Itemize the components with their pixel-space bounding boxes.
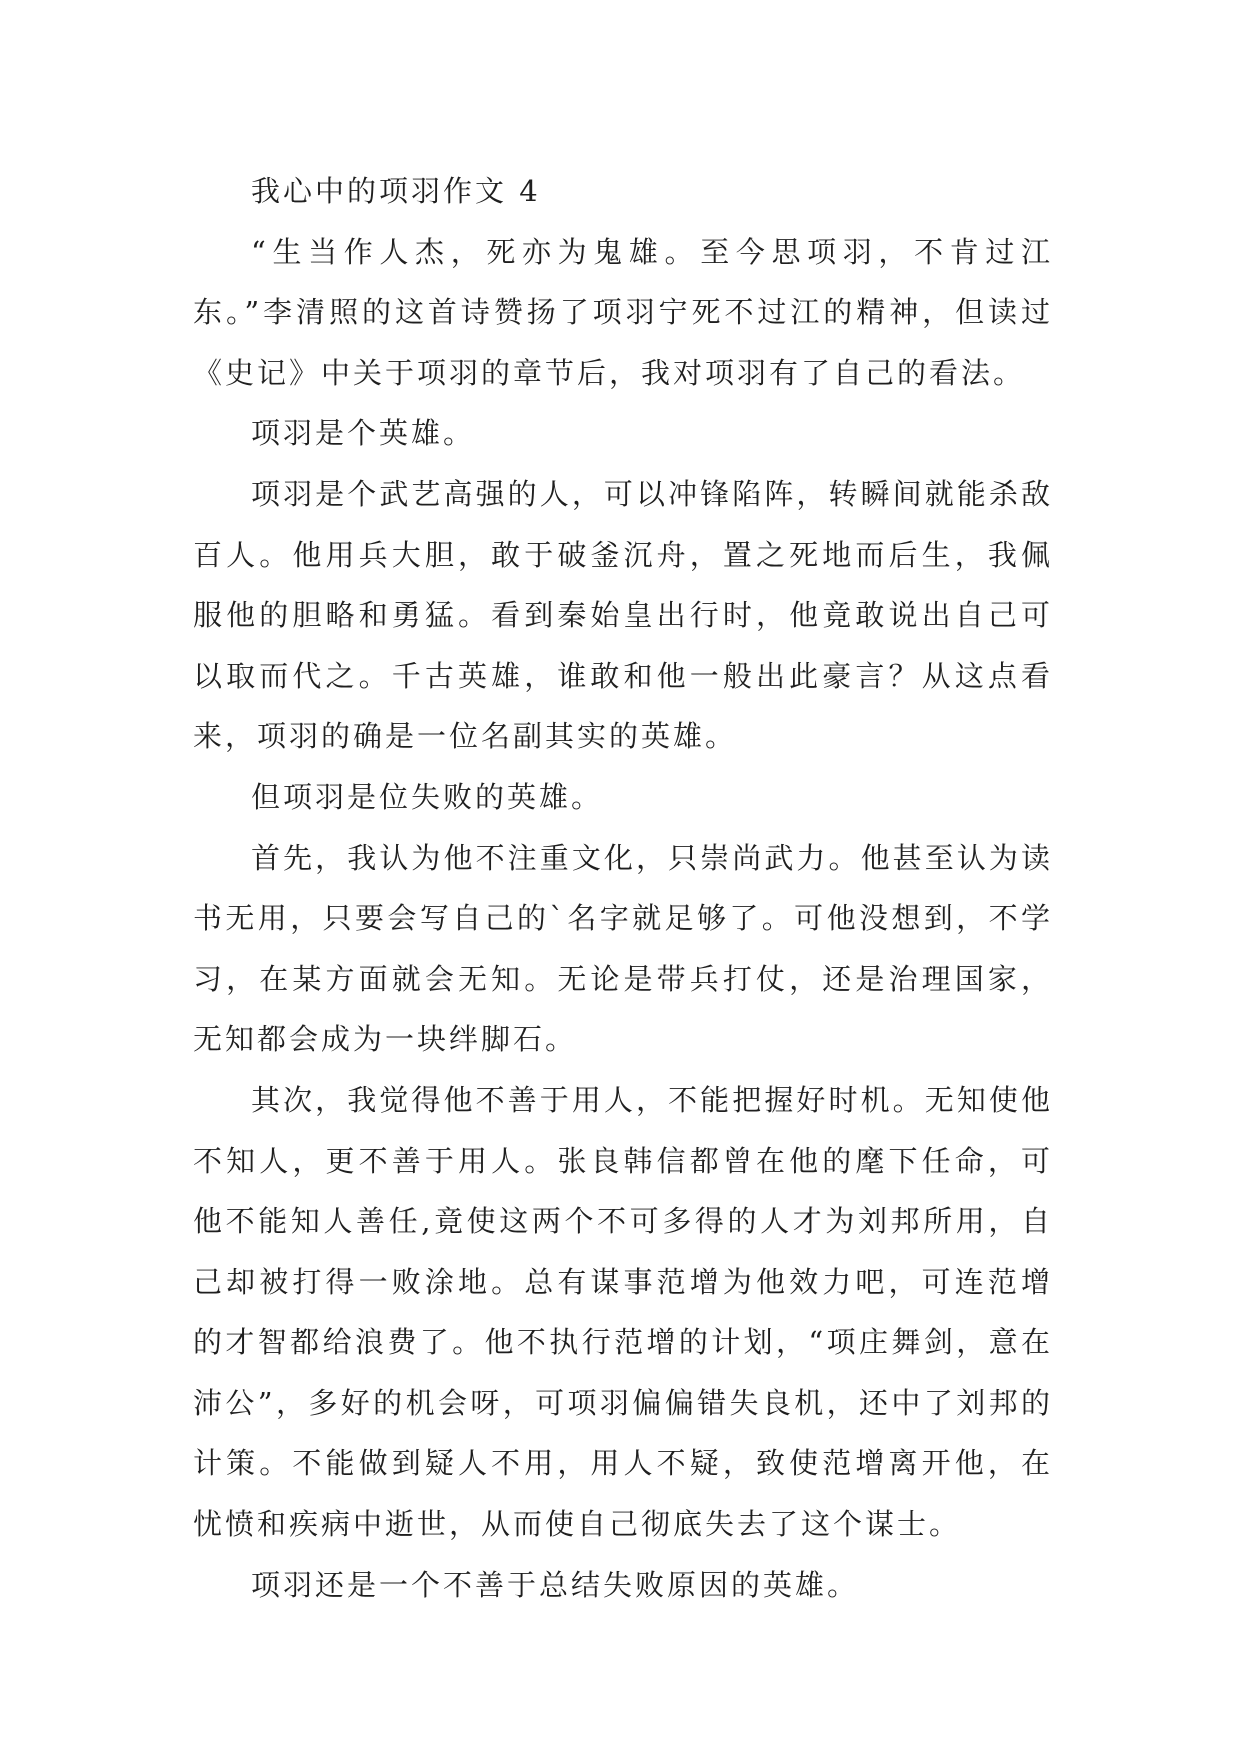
- paragraph-6: 其次，我觉得他不善于用人，不能把握好时机。无知使他不知人，更不善于用人。张良韩信都曾在他的麾下任命，可他不能知人善任,竟使这两个不可多得的人才为刘邦所用，自己却被打得一败涂地。总有谋事范增为他效力吧，可连范增的才智都给浪费了。他不执行范增的计划，“项庄舞剑，意在沛公”，多好的机会呀，可项羽偏偏错失良机，还中了刘邦的计策。不能做到疑人不用，用人不疑，致使范增离开他，在忧愤和疾病中逝世，从而使自己彻底失去了这个谋士。: [193, 1082, 1053, 1542]
- paragraph-2: 项羽是个英雄。: [251, 416, 476, 451]
- paragraph-7: 项羽还是一个不善于总结失败原因的英雄。: [251, 1567, 860, 1602]
- paragraph-3: 项羽是个武艺高强的人，可以冲锋陷阵，转瞬间就能杀敌百人。他用兵大胆，敢于破釜沉舟，置之死地而后生，我佩服他的胆略和勇猛。看到秦始皇出行时，他竟敢说出自己可以取而代之。千古英雄，谁敢和他一般出此豪言？从这点看来，项羽的确是一位名副其实的英雄。: [193, 476, 1053, 754]
- paragraph-5: 首先，我认为他不注重文化，只崇尚武力。他甚至认为读书无用，只要会写自己的`名字就足够了。可他没想到，不学习，在某方面就会无知。无论是带兵打仗，还是治理国家，无知都会成为一块绊脚石。: [193, 840, 1053, 1057]
- paragraph-4: 但项羽是位失败的英雄。: [251, 779, 604, 814]
- essay-title: 我心中的项羽作文 4: [251, 174, 541, 208]
- paragraph-1: “生当作人杰，死亦为鬼雄。至今思项羽，不肯过江东。”李清照的这首诗赞扬了项羽宁死不过江的精神，但读过《史记》中关于项羽的章节后，我对项羽有了自己的看法。: [193, 234, 1053, 390]
- document-body: [193, 161, 1053, 1615]
